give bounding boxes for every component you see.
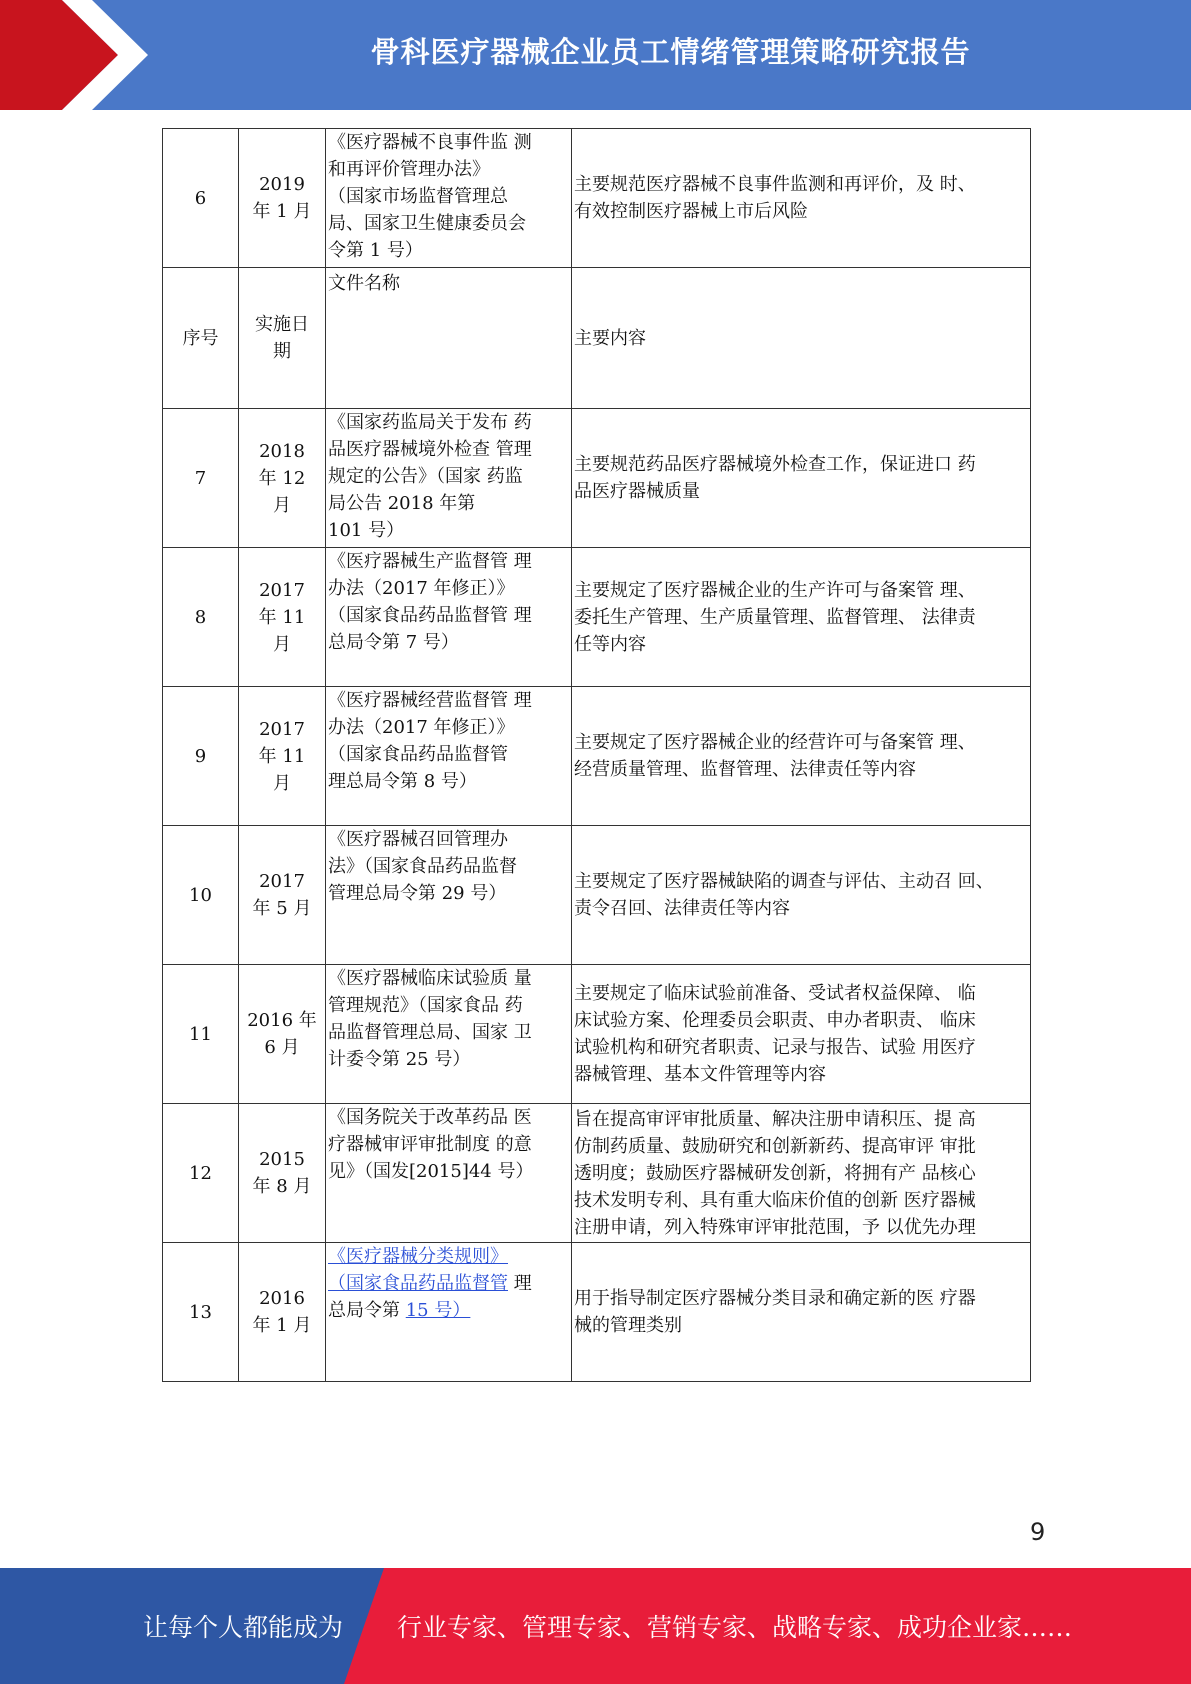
table-row xyxy=(163,548,1031,687)
implementation-date: 2018 年 12 月 xyxy=(239,409,326,548)
document-name: 《医疗器械经营监督管 理 办法（2017 年修正）》 （国家食品药品监督管 理总局令第 8 号） xyxy=(326,687,572,826)
table-header-row xyxy=(163,268,1031,409)
row-number: 11 xyxy=(163,965,239,1104)
main-content: 旨在提高审评审批质量、解决注册申请积压、提 高 仿制药质量、鼓励研究和创新新药、提高审评 审批 透明度；鼓励医疗器械研发创新，将拥有产 品核心 技术发明专利、具有重大临床价值的创新 医疗器械 注册申请，列入特殊审评审批范围，予 以优先办理 xyxy=(572,1104,1031,1243)
document-name: 《国家药监局关于发布 药 品医疗器械境外检查 管理 规定的公告》（国家 药监 局公告 2018 年第 101 号） xyxy=(326,409,572,548)
document-name: 《医疗器械临床试验质 量 管理规范》（国家食品 药 品监督管理总局、国家 卫 计委令第 25 号） xyxy=(326,965,572,1104)
document-name: 《国务院关于改革药品 医 疗器械审评审批制度 的意 见》（国发[2015]44 号） xyxy=(326,1104,572,1243)
row-number: 12 xyxy=(163,1104,239,1243)
page-number: 9 xyxy=(1030,1518,1046,1546)
row-number: 9 xyxy=(163,687,239,826)
table-row xyxy=(163,129,1031,268)
main-content: 用于指导制定医疗器械分类目录和确定新的医 疗器 械的管理类别 xyxy=(572,1243,1031,1382)
row-number: 6 xyxy=(163,129,239,268)
main-content: 主要规范医疗器械不良事件监测和再评价，及 时、 有效控制医疗器械上市后风险 xyxy=(572,129,1031,268)
row-number: 13 xyxy=(163,1243,239,1382)
table-row xyxy=(163,1104,1031,1243)
implementation-date: 2017 年 5 月 xyxy=(239,826,326,965)
header-date: 实施日 期 xyxy=(239,268,326,409)
table-row xyxy=(163,409,1031,548)
implementation-date: 2019 年 1 月 xyxy=(239,129,326,268)
table-row xyxy=(163,687,1031,826)
red-chevron-decoration xyxy=(0,0,150,110)
header-document-name: 文件名称 xyxy=(326,268,572,409)
document-name: 《医疗器械不良事件监 测 和再评价管理办法》 （国家市场监督管理总 局、国家卫生健康委员会 令第 1 号） xyxy=(326,129,572,268)
page-footer xyxy=(0,1568,1191,1684)
footer-slogan-right: 行业专家、管理专家、营销专家、战略专家、成功企业家…… xyxy=(397,1613,1073,1642)
footer-slogan-left: 让每个人都能成为 xyxy=(143,1613,344,1642)
row-number: 7 xyxy=(163,409,239,548)
document-name: 《医疗器械生产监督管 理 办法（2017 年修正）》 （国家食品药品监督管 理 总局令第 7 号） xyxy=(326,548,572,687)
table-row xyxy=(163,826,1031,965)
implementation-date: 2016 年 6 月 xyxy=(239,965,326,1104)
page-header xyxy=(0,0,1191,110)
main-content: 主要规定了医疗器械企业的经营许可与备案管 理、 经营质量管理、监督管理、法律责任等内容 xyxy=(572,687,1031,826)
document-name: 《医疗器械分类规则》 （国家食品药品监督管 理 总局令第 15 号） xyxy=(326,1243,572,1382)
header-main-content: 主要内容 xyxy=(572,268,1031,409)
decree-number-link[interactable]: 15 号） xyxy=(405,1300,471,1321)
issuing-authority-link[interactable]: （国家食品药品监督管 xyxy=(328,1273,508,1294)
classification-rules-link[interactable]: 《医疗器械分类规则》 xyxy=(328,1246,508,1267)
main-content: 主要规范药品医疗器械境外检查工作，保证进口 药 品医疗器械质量 xyxy=(572,409,1031,548)
main-content: 主要规定了医疗器械缺陷的调查与评估、主动召 回、 责令召回、法律责任等内容 xyxy=(572,826,1031,965)
regulations-table xyxy=(162,128,1031,1382)
report-title: 骨科医疗器械企业员工情绪管理策略研究报告 xyxy=(370,34,971,69)
table-row xyxy=(163,965,1031,1104)
document-name: 《医疗器械召回管理办 法》（国家食品药品监督 管理总局令第 29 号） xyxy=(326,826,572,965)
implementation-date: 2016 年 1 月 xyxy=(239,1243,326,1382)
implementation-date: 2017 年 11 月 xyxy=(239,548,326,687)
main-content: 主要规定了医疗器械企业的生产许可与备案管 理、 委托生产管理、生产质量管理、监督管理、 法律责 任等内容 xyxy=(572,548,1031,687)
row-number: 8 xyxy=(163,548,239,687)
implementation-date: 2017 年 11 月 xyxy=(239,687,326,826)
row-number: 10 xyxy=(163,826,239,965)
header-number: 序号 xyxy=(163,268,239,409)
main-content: 主要规定了临床试验前准备、受试者权益保障、 临 床试验方案、伦理委员会职责、申办者职责、 临床 试验机构和研究者职责、记录与报告、试验 用医疗 器械管理、基本文件管理等内容 xyxy=(572,965,1031,1104)
table-row xyxy=(163,1243,1031,1382)
implementation-date: 2015 年 8 月 xyxy=(239,1104,326,1243)
